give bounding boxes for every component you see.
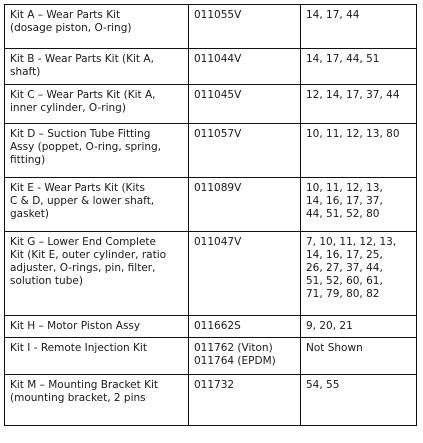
item-numbers-cell: [301, 85, 417, 124]
kit-description: Kit I - Remote Injection Kit: [10, 342, 147, 354]
item-numbers: 14, 17, 44: [306, 9, 360, 21]
item-numbers-cell: [301, 316, 417, 338]
part-number: 011089V: [194, 182, 242, 194]
kit-description: Kit A – Wear Parts Kit: [10, 9, 121, 21]
kit-description: Kit C – Wear Parts Kit (Kit A,: [10, 89, 156, 101]
kit-description: Kit M – Mounting Bracket Kit: [10, 379, 158, 391]
kit-description: Kit (Kit E, outer cylinder, ratio: [10, 249, 167, 261]
table-row: [5, 316, 417, 338]
item-numbers: 9, 20, 21: [306, 320, 353, 332]
item-numbers: 71, 79, 80, 82: [306, 288, 380, 300]
kit-description: Kit E - Wear Parts Kit (Kits: [10, 182, 145, 194]
kit-description-cell: [5, 338, 189, 375]
item-numbers: 7, 10, 11, 12, 13,: [306, 236, 397, 248]
table-row: [5, 232, 417, 316]
kit-description-cell: [5, 375, 189, 426]
part-number-cell: [189, 124, 301, 178]
table-row: [5, 178, 417, 232]
part-number-cell: [189, 85, 301, 124]
kit-description: shaft): [10, 66, 41, 78]
part-number: 011055V: [194, 9, 242, 21]
part-number: 011057V: [194, 128, 242, 140]
kit-description: Kit G – Lower End Complete: [10, 236, 157, 248]
kit-description-cell: [5, 316, 189, 338]
part-number-cell: [189, 316, 301, 338]
item-numbers: 10, 11, 12, 13,: [306, 182, 383, 194]
table-row: [5, 85, 417, 124]
item-numbers: 26, 27, 37, 44,: [306, 262, 383, 274]
part-number-cell: [189, 338, 301, 375]
kit-description-cell: [5, 5, 189, 49]
kit-description-cell: [5, 124, 189, 178]
kit-description: Kit D – Suction Tube Fitting: [10, 128, 151, 140]
table-row: [5, 124, 417, 178]
item-numbers-cell: [301, 178, 417, 232]
part-number-cell: [189, 178, 301, 232]
part-number-cell: [189, 5, 301, 49]
kit-description: adjuster, O-rings, pin, filter,: [10, 262, 156, 274]
item-numbers: 54, 55: [306, 379, 340, 391]
item-numbers-cell: [301, 5, 417, 49]
kit-description: fitting): [10, 154, 46, 166]
part-number: 011662S: [194, 320, 241, 332]
kit-description-cell: [5, 49, 189, 85]
kit-description-cell: [5, 232, 189, 316]
part-number: 011047V: [194, 236, 242, 248]
kit-description: Kit B - Wear Parts Kit (Kit A,: [10, 53, 154, 65]
part-number: 011762 (Viton): [194, 342, 273, 354]
part-number: 011732: [194, 379, 235, 391]
table-row: [5, 375, 417, 426]
kit-description-cell: [5, 85, 189, 124]
part-number: 011044V: [194, 53, 242, 65]
item-numbers-cell: [301, 124, 417, 178]
kits-table: [4, 4, 417, 426]
kit-description: Assy (poppet, O-ring, spring,: [10, 141, 162, 153]
table-row: [5, 338, 417, 375]
kit-description: (mounting bracket, 2 pins: [10, 392, 146, 404]
item-numbers: 51, 52, 60, 61,: [306, 275, 383, 287]
part-number: 011764 (EPDM): [194, 355, 276, 367]
kit-description: C & D, upper & lower shaft,: [10, 195, 155, 207]
item-numbers: 44, 51, 52, 80: [306, 208, 380, 220]
part-number: 011045V: [194, 89, 242, 101]
table-row: [5, 49, 417, 85]
kit-description: Kit H – Motor Piston Assy: [10, 320, 141, 332]
item-numbers: 14, 17, 44, 51: [306, 53, 380, 65]
item-numbers: Not Shown: [306, 342, 363, 354]
kit-description-cell: [5, 178, 189, 232]
item-numbers: 12, 14, 17, 37, 44: [306, 89, 400, 101]
item-numbers-cell: [301, 338, 417, 375]
item-numbers-cell: [301, 375, 417, 426]
item-numbers: 14, 16, 17, 37,: [306, 195, 383, 207]
item-numbers-cell: [301, 232, 417, 316]
kit-description: inner cylinder, O-ring): [10, 102, 126, 114]
item-numbers-cell: [301, 49, 417, 85]
item-numbers: 14, 16, 17, 25,: [306, 249, 383, 261]
part-number-cell: [189, 375, 301, 426]
part-number-cell: [189, 232, 301, 316]
kit-description: gasket): [10, 208, 49, 220]
part-number-cell: [189, 49, 301, 85]
kit-description: (dosage piston, O-ring): [10, 22, 132, 34]
item-numbers: 10, 11, 12, 13, 80: [306, 128, 400, 140]
kit-description: solution tube): [10, 275, 83, 287]
table-row: [5, 5, 417, 49]
